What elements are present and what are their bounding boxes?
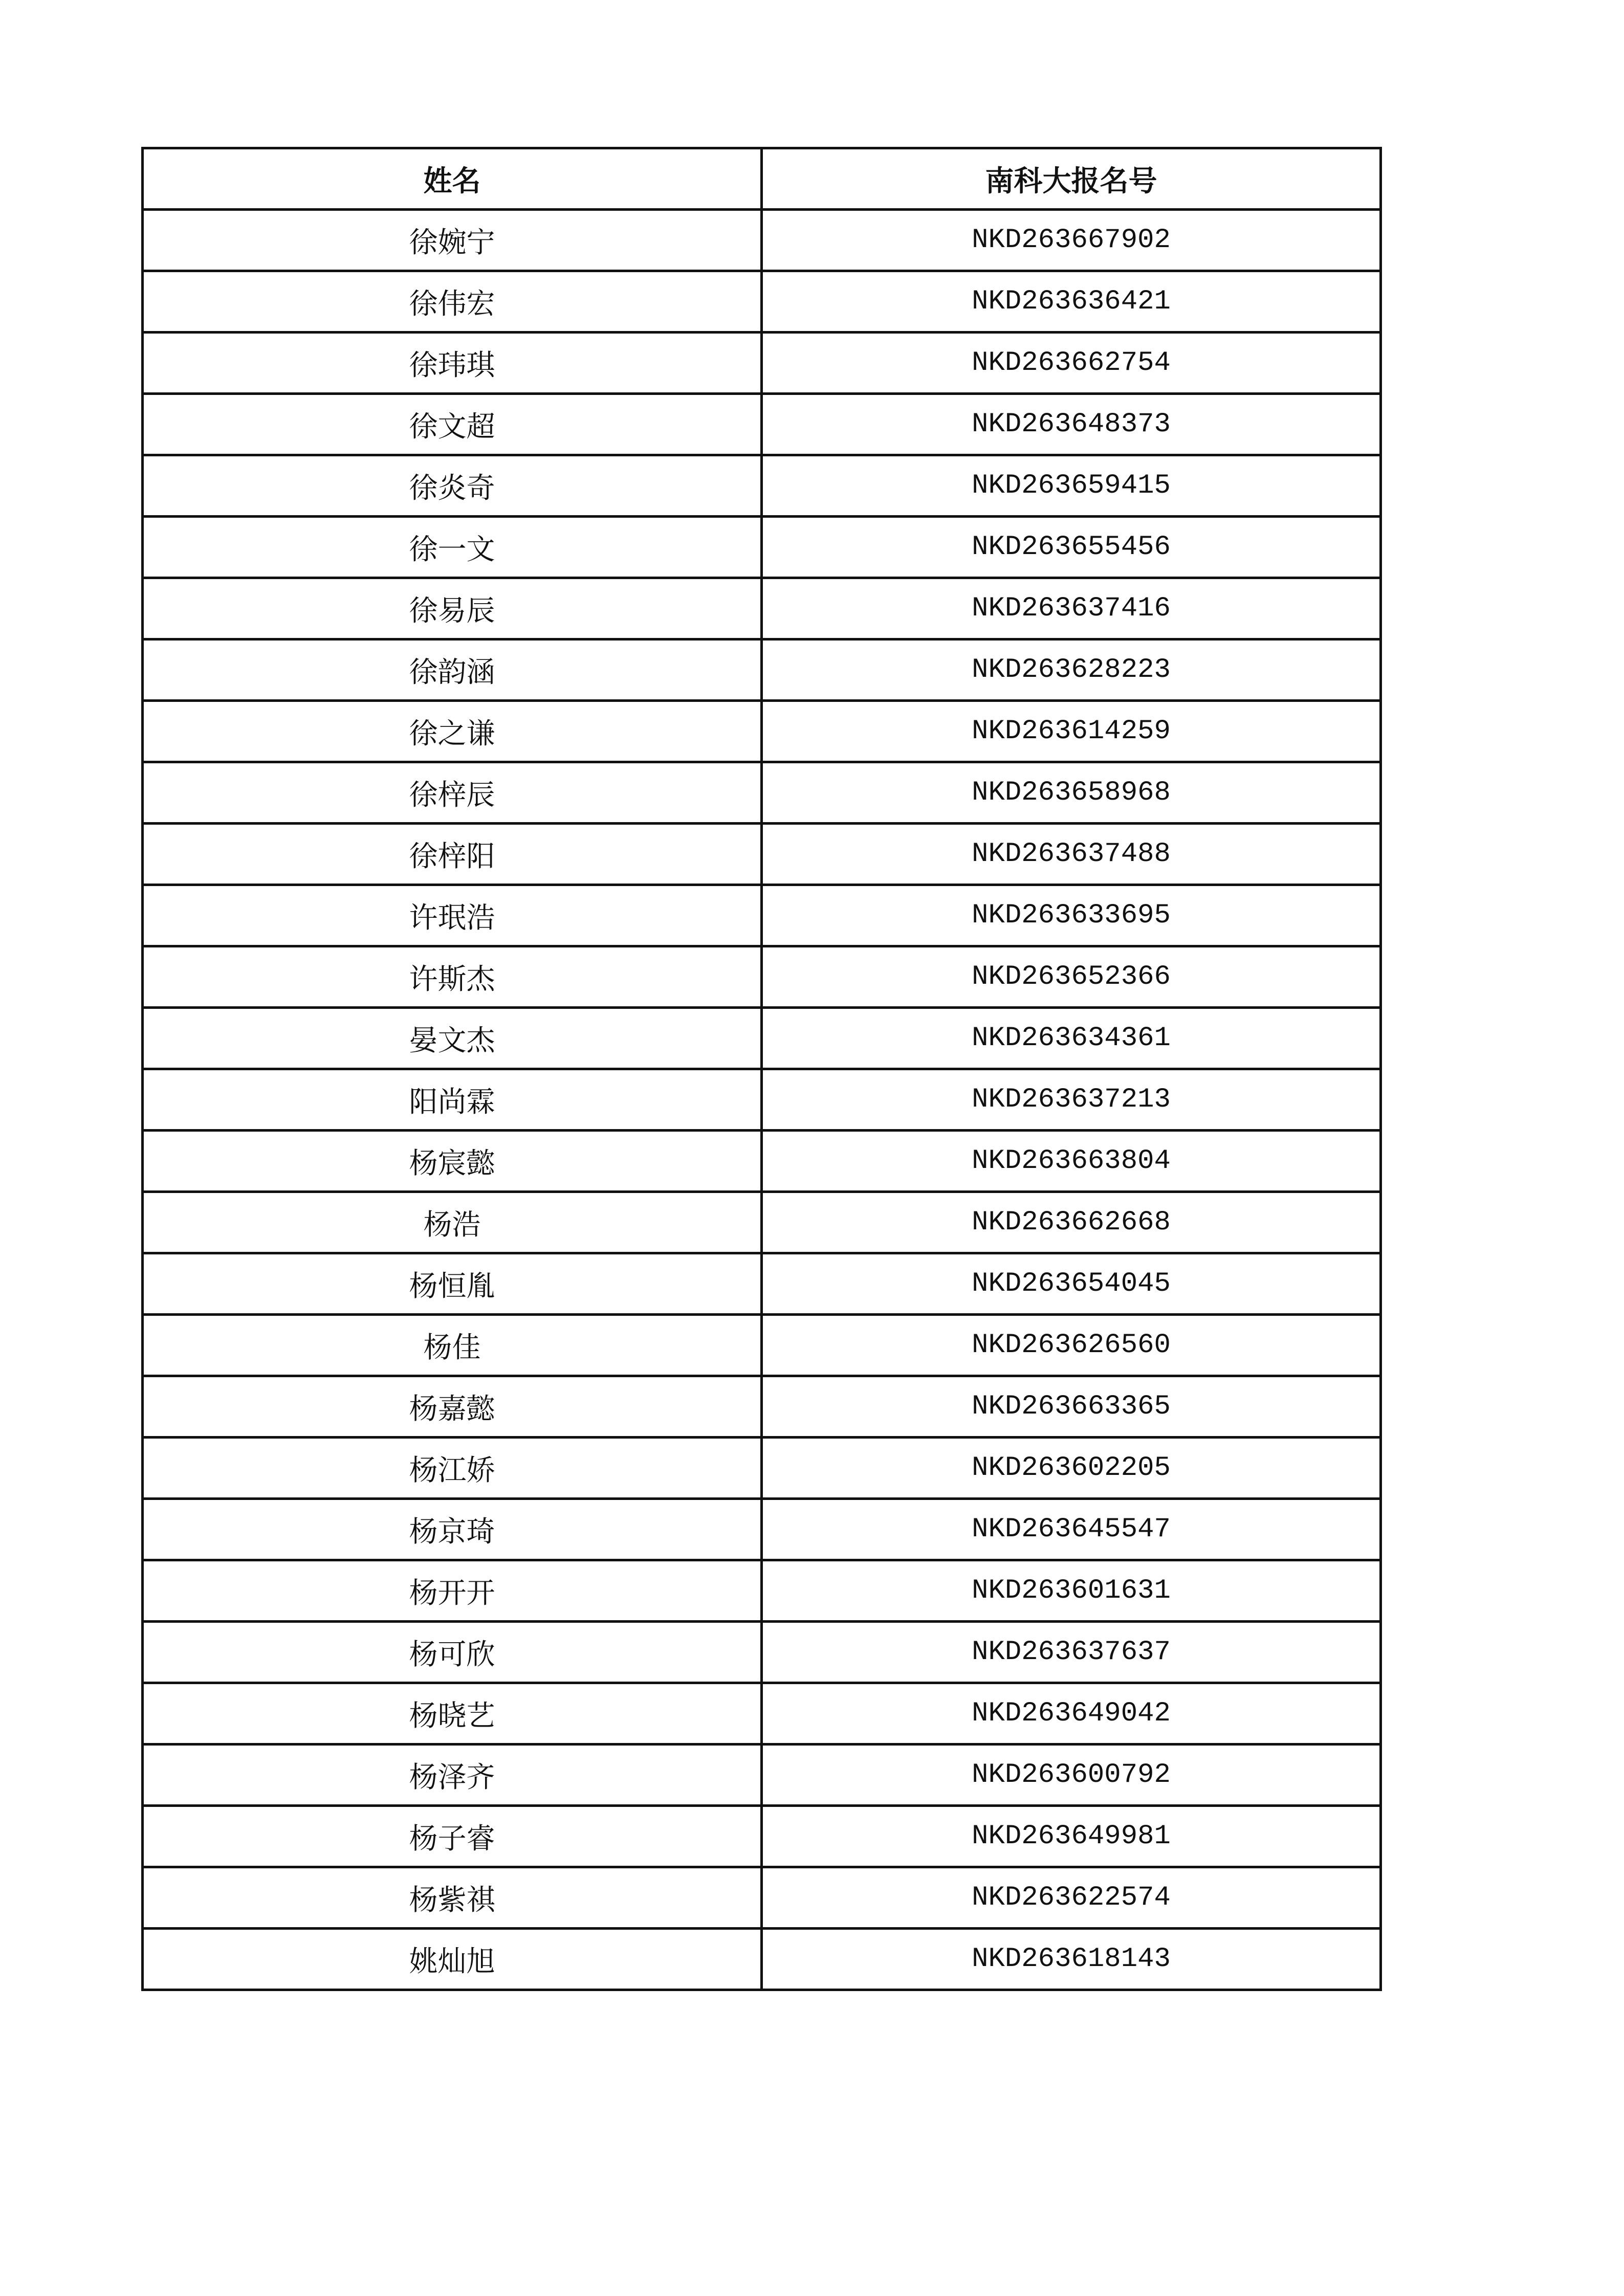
table-row bbox=[143, 394, 1381, 455]
registration-id-cell: NKD263652366 bbox=[762, 946, 1381, 1008]
registration-id-cell: NKD263663365 bbox=[762, 1376, 1381, 1438]
table-row bbox=[143, 1376, 1381, 1438]
name-cell: 杨晓艺 bbox=[143, 1683, 762, 1745]
registration-id-cell: NKD263601631 bbox=[762, 1560, 1381, 1622]
table-row bbox=[143, 1069, 1381, 1131]
table-row bbox=[143, 455, 1381, 517]
name-cell: 杨佳 bbox=[143, 1315, 762, 1376]
registration-id-cell: NKD263600792 bbox=[762, 1745, 1381, 1806]
table-row bbox=[143, 517, 1381, 578]
name-cell: 徐伟宏 bbox=[143, 271, 762, 333]
table-row bbox=[143, 271, 1381, 333]
registration-id-cell: NKD263658968 bbox=[762, 762, 1381, 824]
registration-id-cell: NKD263637637 bbox=[762, 1622, 1381, 1683]
table-row bbox=[143, 1622, 1381, 1683]
registration-id-cell: NKD263637488 bbox=[762, 824, 1381, 885]
registration-id-cell: NKD263667902 bbox=[762, 210, 1381, 271]
header-row bbox=[143, 148, 1381, 210]
table-row bbox=[143, 1315, 1381, 1376]
name-cell: 徐梓阳 bbox=[143, 824, 762, 885]
table-row bbox=[143, 1438, 1381, 1499]
table-row bbox=[143, 885, 1381, 946]
name-cell: 许珉浩 bbox=[143, 885, 762, 946]
table-row bbox=[143, 1499, 1381, 1560]
name-cell: 徐梓辰 bbox=[143, 762, 762, 824]
registration-id-cell: NKD263614259 bbox=[762, 701, 1381, 762]
table-row bbox=[143, 1806, 1381, 1867]
table-row bbox=[143, 1929, 1381, 1990]
registration-id-cell: NKD263633695 bbox=[762, 885, 1381, 946]
registration-id-cell: NKD263648373 bbox=[762, 394, 1381, 455]
name-cell: 杨京琦 bbox=[143, 1499, 762, 1560]
registration-id-cell: NKD263649042 bbox=[762, 1683, 1381, 1745]
applicant-table bbox=[141, 147, 1382, 1991]
registration-id-cell: NKD263628223 bbox=[762, 639, 1381, 701]
name-cell: 杨浩 bbox=[143, 1192, 762, 1253]
name-cell: 杨江娇 bbox=[143, 1438, 762, 1499]
table-row bbox=[143, 762, 1381, 824]
name-cell: 晏文杰 bbox=[143, 1008, 762, 1069]
registration-id-cell: NKD263626560 bbox=[762, 1315, 1381, 1376]
name-cell: 阳尚霖 bbox=[143, 1069, 762, 1131]
name-cell: 许斯杰 bbox=[143, 946, 762, 1008]
name-cell: 徐文超 bbox=[143, 394, 762, 455]
name-cell: 徐易辰 bbox=[143, 578, 762, 639]
table-row bbox=[143, 639, 1381, 701]
registration-id-cell: NKD263602205 bbox=[762, 1438, 1381, 1499]
registration-id-cell: NKD263655456 bbox=[762, 517, 1381, 578]
table-row bbox=[143, 210, 1381, 271]
table-row bbox=[143, 1008, 1381, 1069]
table-row bbox=[143, 1745, 1381, 1806]
registration-id-cell: NKD263637213 bbox=[762, 1069, 1381, 1131]
registration-id-cell: NKD263649981 bbox=[762, 1806, 1381, 1867]
registration-id-cell: NKD263645547 bbox=[762, 1499, 1381, 1560]
name-cell: 杨宸懿 bbox=[143, 1131, 762, 1192]
name-cell: 杨泽齐 bbox=[143, 1745, 762, 1806]
name-cell: 徐婉宁 bbox=[143, 210, 762, 271]
table-row bbox=[143, 1867, 1381, 1929]
registration-id-cell: NKD263634361 bbox=[762, 1008, 1381, 1069]
table-body bbox=[143, 210, 1381, 1990]
name-cell: 杨开开 bbox=[143, 1560, 762, 1622]
table-row bbox=[143, 946, 1381, 1008]
registration-id-cell: NKD263659415 bbox=[762, 455, 1381, 517]
table-row bbox=[143, 1560, 1381, 1622]
table-row bbox=[143, 1131, 1381, 1192]
name-cell: 杨恒胤 bbox=[143, 1253, 762, 1315]
name-cell: 姚灿旭 bbox=[143, 1929, 762, 1990]
name-cell: 徐炎奇 bbox=[143, 455, 762, 517]
name-cell: 徐韵涵 bbox=[143, 639, 762, 701]
name-cell: 杨紫祺 bbox=[143, 1867, 762, 1929]
registration-id-cell: NKD263662668 bbox=[762, 1192, 1381, 1253]
name-cell: 杨可欣 bbox=[143, 1622, 762, 1683]
table-row bbox=[143, 1253, 1381, 1315]
name-column-header: 姓名 bbox=[143, 148, 762, 210]
registration-id-cell: NKD263637416 bbox=[762, 578, 1381, 639]
name-cell: 徐一文 bbox=[143, 517, 762, 578]
registration-id-cell: NKD263654045 bbox=[762, 1253, 1381, 1315]
name-cell: 徐玮琪 bbox=[143, 333, 762, 394]
table-row bbox=[143, 824, 1381, 885]
id-column-header: 南科大报名号 bbox=[762, 148, 1381, 210]
registration-id-cell: NKD263662754 bbox=[762, 333, 1381, 394]
table-row bbox=[143, 1683, 1381, 1745]
table-row bbox=[143, 333, 1381, 394]
table-row bbox=[143, 578, 1381, 639]
registration-id-cell: NKD263622574 bbox=[762, 1867, 1381, 1929]
name-cell: 杨嘉懿 bbox=[143, 1376, 762, 1438]
table-row bbox=[143, 1192, 1381, 1253]
registration-id-cell: NKD263636421 bbox=[762, 271, 1381, 333]
name-cell: 杨子睿 bbox=[143, 1806, 762, 1867]
name-cell: 徐之谦 bbox=[143, 701, 762, 762]
table-row bbox=[143, 701, 1381, 762]
registration-id-cell: NKD263663804 bbox=[762, 1131, 1381, 1192]
registration-id-cell: NKD263618143 bbox=[762, 1929, 1381, 1990]
